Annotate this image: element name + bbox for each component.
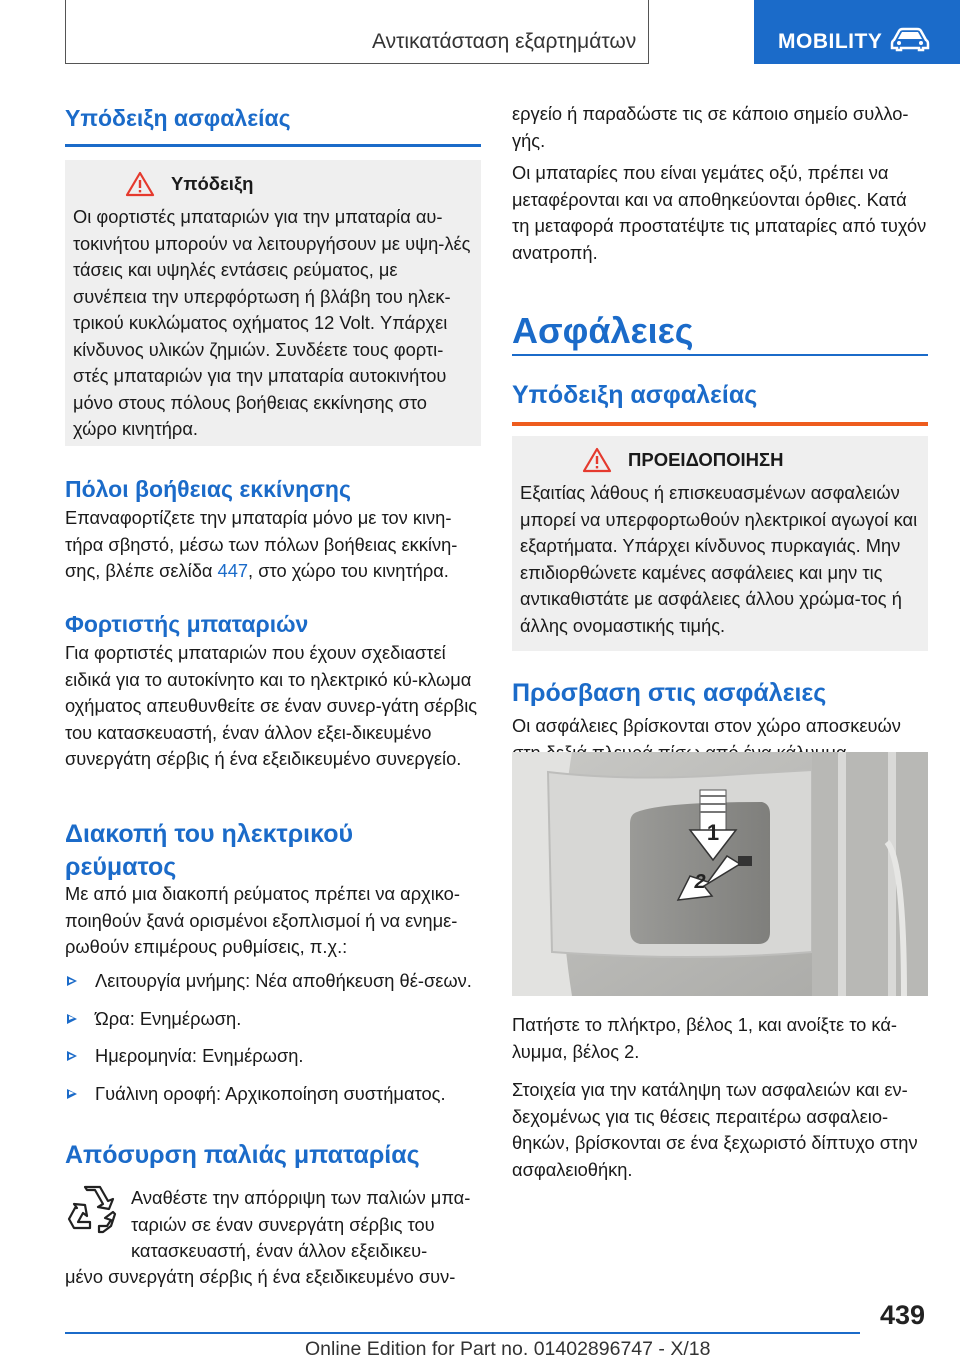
charger-paragraph: Για φορτιστές μπαταριών που έχουν σχεδιαστεί ειδικά για το αυτοκίνητο και το ηλεκτρικό κύ-κλωμα οχήματος απευθυνθείτε σε έναν συνερ-γάτη σέρβις του κατασκευαστή, έναν άλλον εξει-δικευμένο συνεργάτη σέρβις ή ένα εξειδικευμένο συνεργείο. — [65, 642, 478, 769]
poles-text-end: , στο χώρο του κινητήρα. — [248, 560, 449, 581]
warning-icon — [125, 171, 155, 197]
notice-body: Οι φορτιστές μπαταριών για την μπαταρία αυ-τοκινήτου μπορούν να λειτουργήσουν με υψη-λές τάσεις και υψηλές εντάσεις ρεύματος, με συνέπεια την υπερφόρτωση ή βλάβη του ηλεκ-τρικού κυκλώματος οχήματος 12 Volt. Υπάρχει κίνδυνος υλικών ζημιών. Συνδέετε τους φορτι-στές μπαταριών για την μπαταρία αυτοκινήτου μόνο στους πόλους βοήθειας εκκίνησης στο χώρο κινητήρα. — [73, 206, 471, 439]
arrow-1-label: 1 — [706, 820, 720, 845]
list-item: Ώρα: Ενημέρωση. — [65, 1006, 481, 1033]
disposal-paragraph: Αναθέστε την απόρριψη των παλιών μπα-ταριών σε έναν συνεργάτη σέρβις του κατασκευαστή, έναν άλλον εξειδικευ- — [131, 1187, 471, 1261]
warning-body: Εξαιτίας λάθους ή επισκευασμένων ασφαλειών μπορεί να υπερφορτωθούν ηλεκτρικοί αγωγοί και εξαρτήματα. Υπάρχει κίνδυνος πυρκαγιάς. Μην επιδιορθώνετε καμένες ασφάλειες και μην τις αντικαθιστάτε με ασφάλειες άλλου χρώμα-τος ή άλλης ονομαστικής τιμής. — [520, 482, 918, 636]
recycle-icon — [65, 1182, 121, 1238]
edition-note: Online Edition for Part no. 01402896747 - X/18 — [305, 1338, 711, 1360]
poles-paragraph — [65, 505, 481, 585]
list-item: Γυάλινη οροφή: Αρχικοποίηση συστήματος. — [65, 1081, 481, 1108]
disposal-heading: Απόσυρση παλιάς μπαταρίας — [65, 1141, 420, 1169]
warning-icon — [582, 447, 612, 473]
press-paragraph: Πατήστε το πλήκτρο, βέλος 1, και ανοίξτε το κά-λυμμα, βέλος 2. — [512, 1014, 898, 1062]
fuses-rule — [512, 354, 928, 356]
warning-header — [582, 444, 920, 476]
warning-rule — [512, 422, 928, 426]
disposal-paragraph-cont: μένο συνεργάτη σέρβις ή ένα εξειδικευμένο συν- — [65, 1266, 456, 1287]
charger-heading: Φορτιστής μπαταριών — [65, 611, 309, 637]
safety-heading: Υπόδειξη ασφαλείας — [65, 105, 291, 131]
access-paragraph: Οι ασφάλειες βρίσκονται στον χώρο αποσκευών — [512, 715, 901, 736]
arrow-2-label: 2 — [694, 871, 706, 893]
bullet-triangle-icon — [67, 1051, 77, 1061]
info-paragraph: Στοιχεία για την κατάληψη των ασφαλειών και εν-δεχομένως για τις θέσεις περαιτέρω ασφαλειο-θηκών, βρίσκονται σε ένα ξεχωριστό δίπτυχο στην ασφαλειοθήκη. — [512, 1079, 918, 1180]
bullet-triangle-icon — [67, 1014, 77, 1024]
bullet-triangle-icon — [67, 1089, 77, 1099]
fuse-cover-photo — [512, 752, 928, 996]
acid-paragraph: Οι μπαταρίες που είναι γεμάτες οξύ, πρέπει να μεταφέρονται και να αποθηκεύονται όρθιες. Κατά τη μεταφορά προστατέψτε τις μπαταρίες από τυχόν ανατροπή. — [512, 162, 927, 263]
notice-header — [125, 168, 473, 200]
page-number: 439 — [880, 1300, 926, 1330]
car-icon — [890, 26, 930, 52]
warning-box — [512, 436, 928, 651]
warning-title: ΠΡΟΕΙΔΟΠΟΙΗΣΗ — [628, 449, 784, 470]
settings-list — [65, 968, 481, 1118]
mobility-tab[interactable] — [754, 0, 960, 64]
page-link[interactable]: 447 — [217, 560, 249, 581]
notice-box — [65, 160, 481, 446]
list-item: Λειτουργία μνήμης: Νέα αποθήκευση θέ-σεων. — [65, 968, 481, 995]
notice-title: Υπόδειξη — [171, 173, 254, 194]
continuation-paragraph: εργείο ή παραδώστε τις σε κάποιο σημείο συλλο-γής. — [512, 103, 909, 151]
interruption-paragraph: Με από μια διακοπή ρεύματος πρέπει να αρχικο-ποιηθούν ξανά ορισμένοι εξοπλισμοί ή να ενημε-ρωθούν επιμέρους ρυθμίσεις, π.χ.: — [65, 883, 460, 957]
fuses-heading: Ασφάλειες — [512, 310, 694, 351]
footer-rule — [65, 1332, 860, 1334]
interruption-heading-line-1: Διακοπή του ηλεκτρικού — [65, 820, 354, 848]
poles-heading: Πόλοι βοήθειας εκκίνησης — [65, 476, 351, 502]
list-item: Ημερομηνία: Ενημέρωση. — [65, 1043, 481, 1070]
mobility-tab-label: MOBILITY — [778, 30, 883, 53]
access-heading: Πρόσβαση στις ασφάλειες — [512, 679, 827, 707]
interruption-heading-line-2: ρεύματος — [65, 853, 177, 881]
fuses-safety-heading: Υπόδειξη ασφαλείας — [512, 381, 758, 409]
bullet-triangle-icon — [67, 976, 77, 986]
heading-rule — [65, 144, 481, 147]
poles-text: Επαναφορτίζετε την μπαταρία μόνο με τον κινη-τήρα σβηστό, μέσω των πόλων βοήθειας εκκίνη-σης, βλέπε σελίδα — [65, 507, 458, 581]
chapter-title: Αντικατάσταση εξαρτημάτων — [372, 30, 637, 53]
interruption-heading — [65, 818, 353, 884]
